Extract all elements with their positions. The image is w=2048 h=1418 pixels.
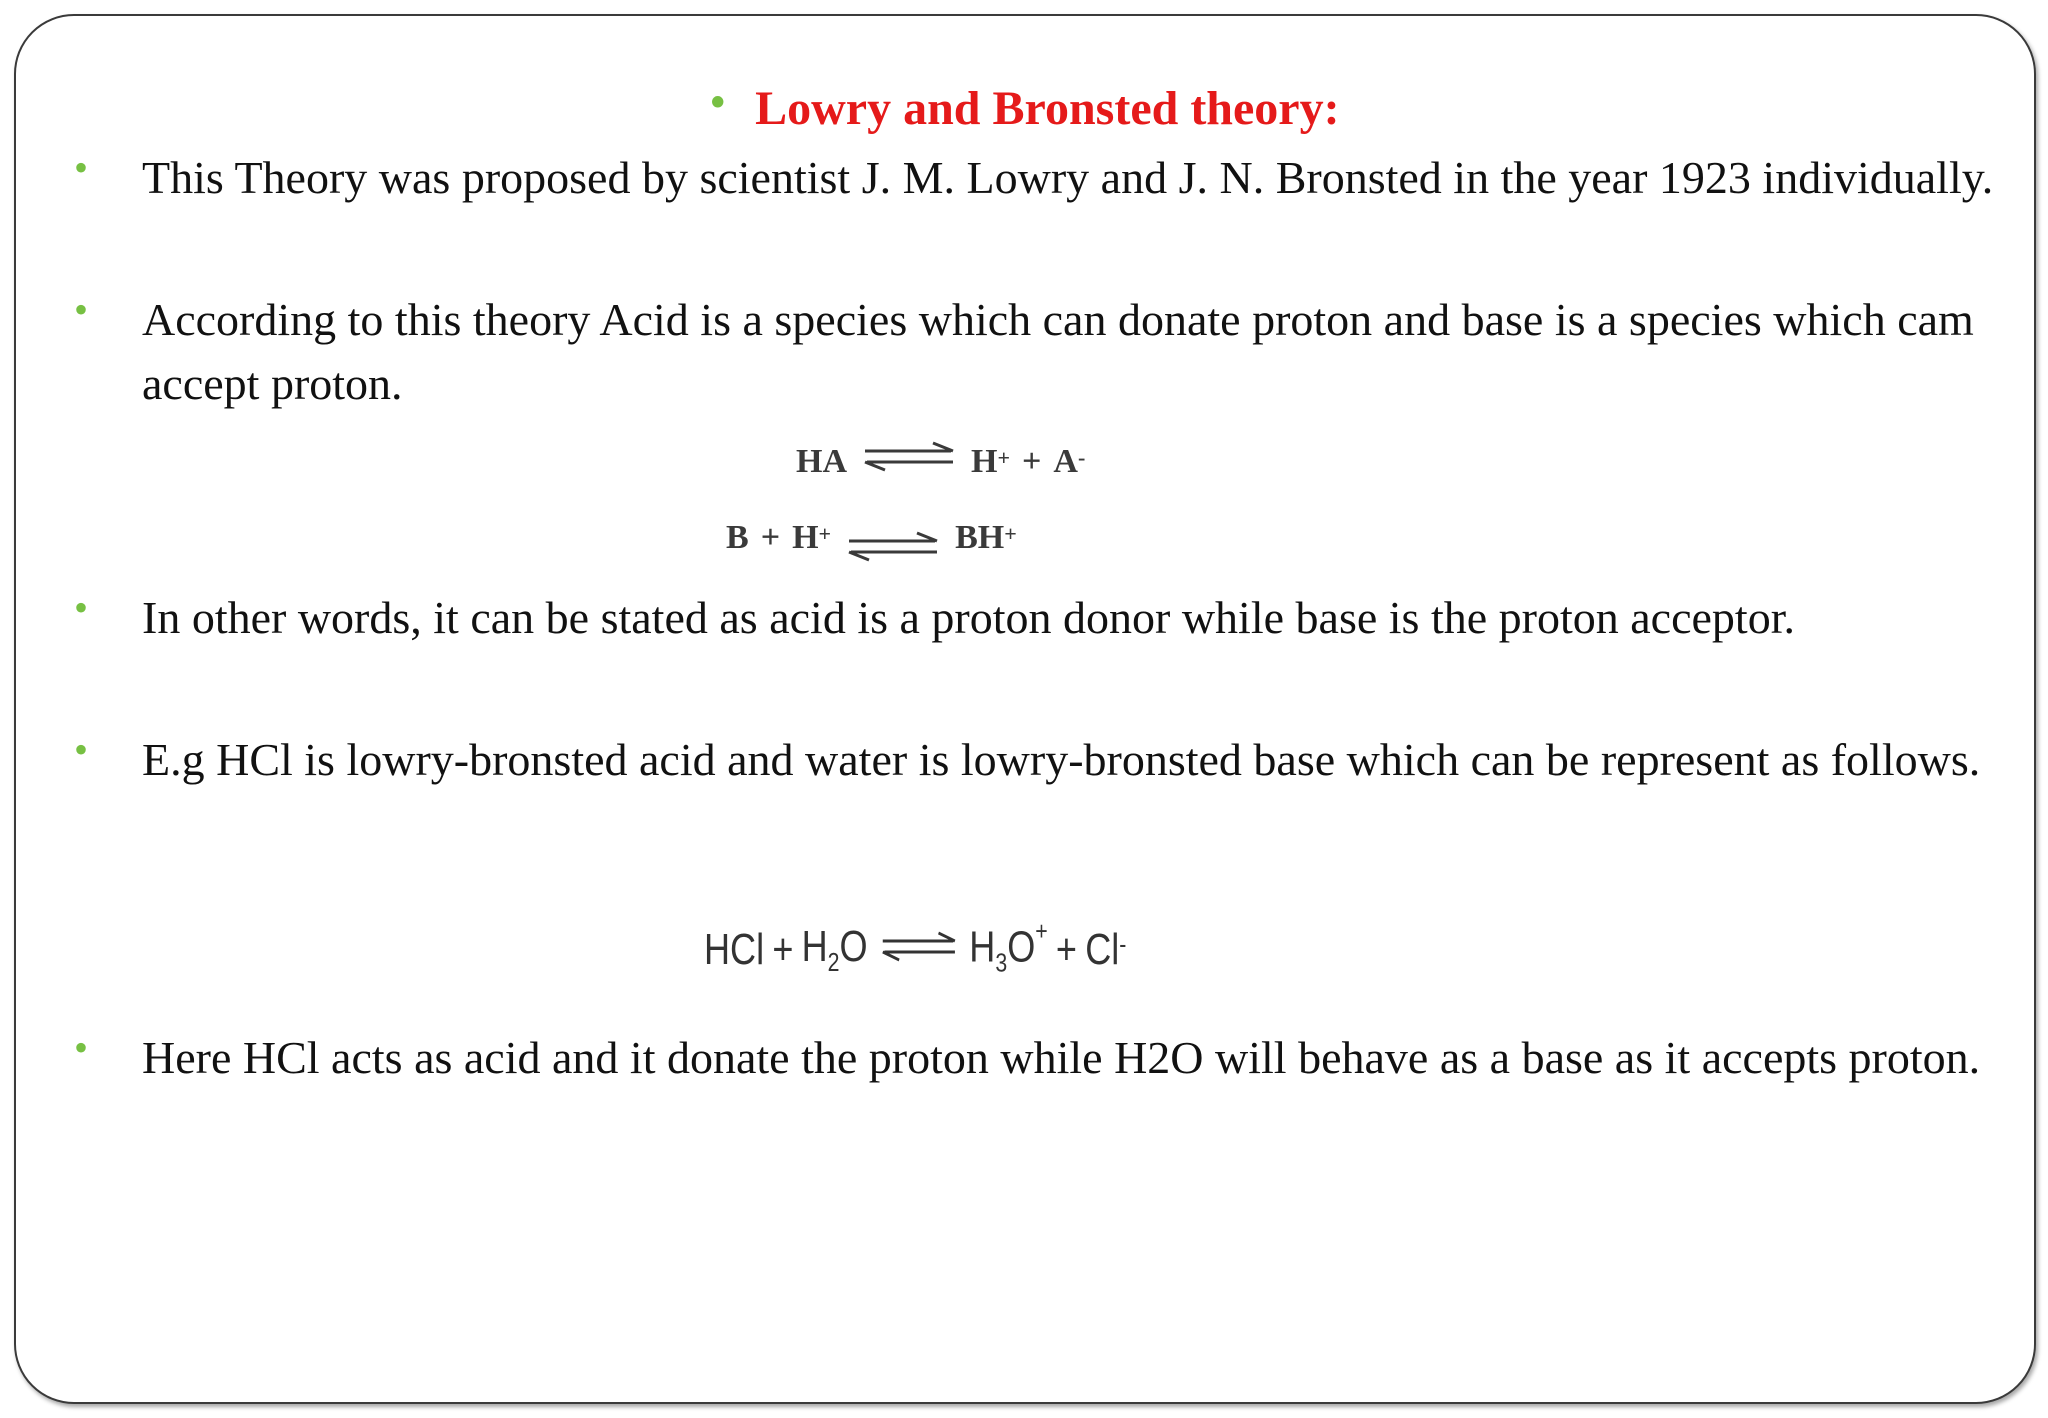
eq-hydronium-h: H [969, 922, 996, 972]
bullet-icon: • [710, 80, 726, 126]
bullet-icon: • [74, 145, 89, 190]
bullet-text: E.g HCl is lowry-bronsted acid and water is lowry-bronsted base which can be represent as follows. [142, 734, 1981, 785]
eq-reactant: HA [796, 442, 847, 480]
eq-reactant-b: B [726, 518, 749, 556]
bullet-icon: • [74, 287, 89, 332]
equilibrium-arrow-icon [845, 530, 941, 573]
bullet-text: In other words, it can be stated as acid is a proton donor while base is the proton acceptor. [142, 592, 1795, 643]
bullet-point-3 [74, 586, 2004, 650]
eq-plus: + [760, 518, 781, 556]
bullet-point-1 [74, 146, 2004, 210]
eq-product-bh: BH [955, 518, 1005, 556]
eq-charge: + [818, 520, 832, 546]
equation-hcl-water [704, 916, 1127, 978]
eq-hydronium [969, 916, 1048, 978]
eq-plus: + [1022, 442, 1042, 480]
eq-plus: + [1055, 925, 1078, 975]
bullet-text: According to this theory Acid is a species which can donate proton and base is a species which cam accept proton. [142, 294, 1974, 409]
eq-hydronium-sub: 3 [995, 947, 1008, 978]
title-text: Lowry and Bronsted theory: [755, 82, 1340, 135]
equation-protonation [726, 516, 1017, 559]
bullet-point-5 [74, 1026, 2004, 1090]
eq-charge: + [1035, 916, 1048, 946]
bullet-text: Here HCl acts as acid and it donate the proton while H2O will behave as a base as it accepts proton. [142, 1032, 1981, 1083]
bullet-icon: • [74, 727, 89, 772]
bullet-icon: • [74, 1025, 89, 1070]
slide-title [16, 78, 2034, 142]
eq-water [802, 922, 868, 978]
slide [14, 14, 2036, 1404]
eq-water-o: O [839, 922, 868, 972]
eq-hydronium-o: O [1007, 922, 1036, 972]
equilibrium-arrow-icon [879, 925, 958, 975]
bullet-text: This Theory was proposed by scientist J. M. Lowry and J. N. Bronsted in the year 1923 individually. [142, 152, 1994, 203]
eq-water-h: H [801, 922, 828, 972]
bullet-point-4 [74, 728, 2004, 792]
eq-charge: - [1119, 928, 1127, 959]
bullet-point-2 [74, 288, 2004, 416]
eq-charge: + [997, 444, 1010, 470]
eq-chloride: Cl [1085, 925, 1120, 975]
eq-product-h: H [971, 442, 998, 480]
bullet-icon: • [74, 585, 89, 630]
equation-dissociation [796, 440, 1085, 483]
eq-plus: + [772, 925, 794, 975]
eq-hcl: HCl [704, 925, 765, 975]
equilibrium-arrow-icon [861, 440, 957, 483]
eq-water-sub: 2 [827, 947, 840, 978]
eq-product-a: A [1053, 442, 1078, 480]
eq-charge: + [1004, 520, 1017, 546]
eq-reactant-h: H [792, 518, 819, 556]
eq-charge: - [1077, 444, 1086, 470]
